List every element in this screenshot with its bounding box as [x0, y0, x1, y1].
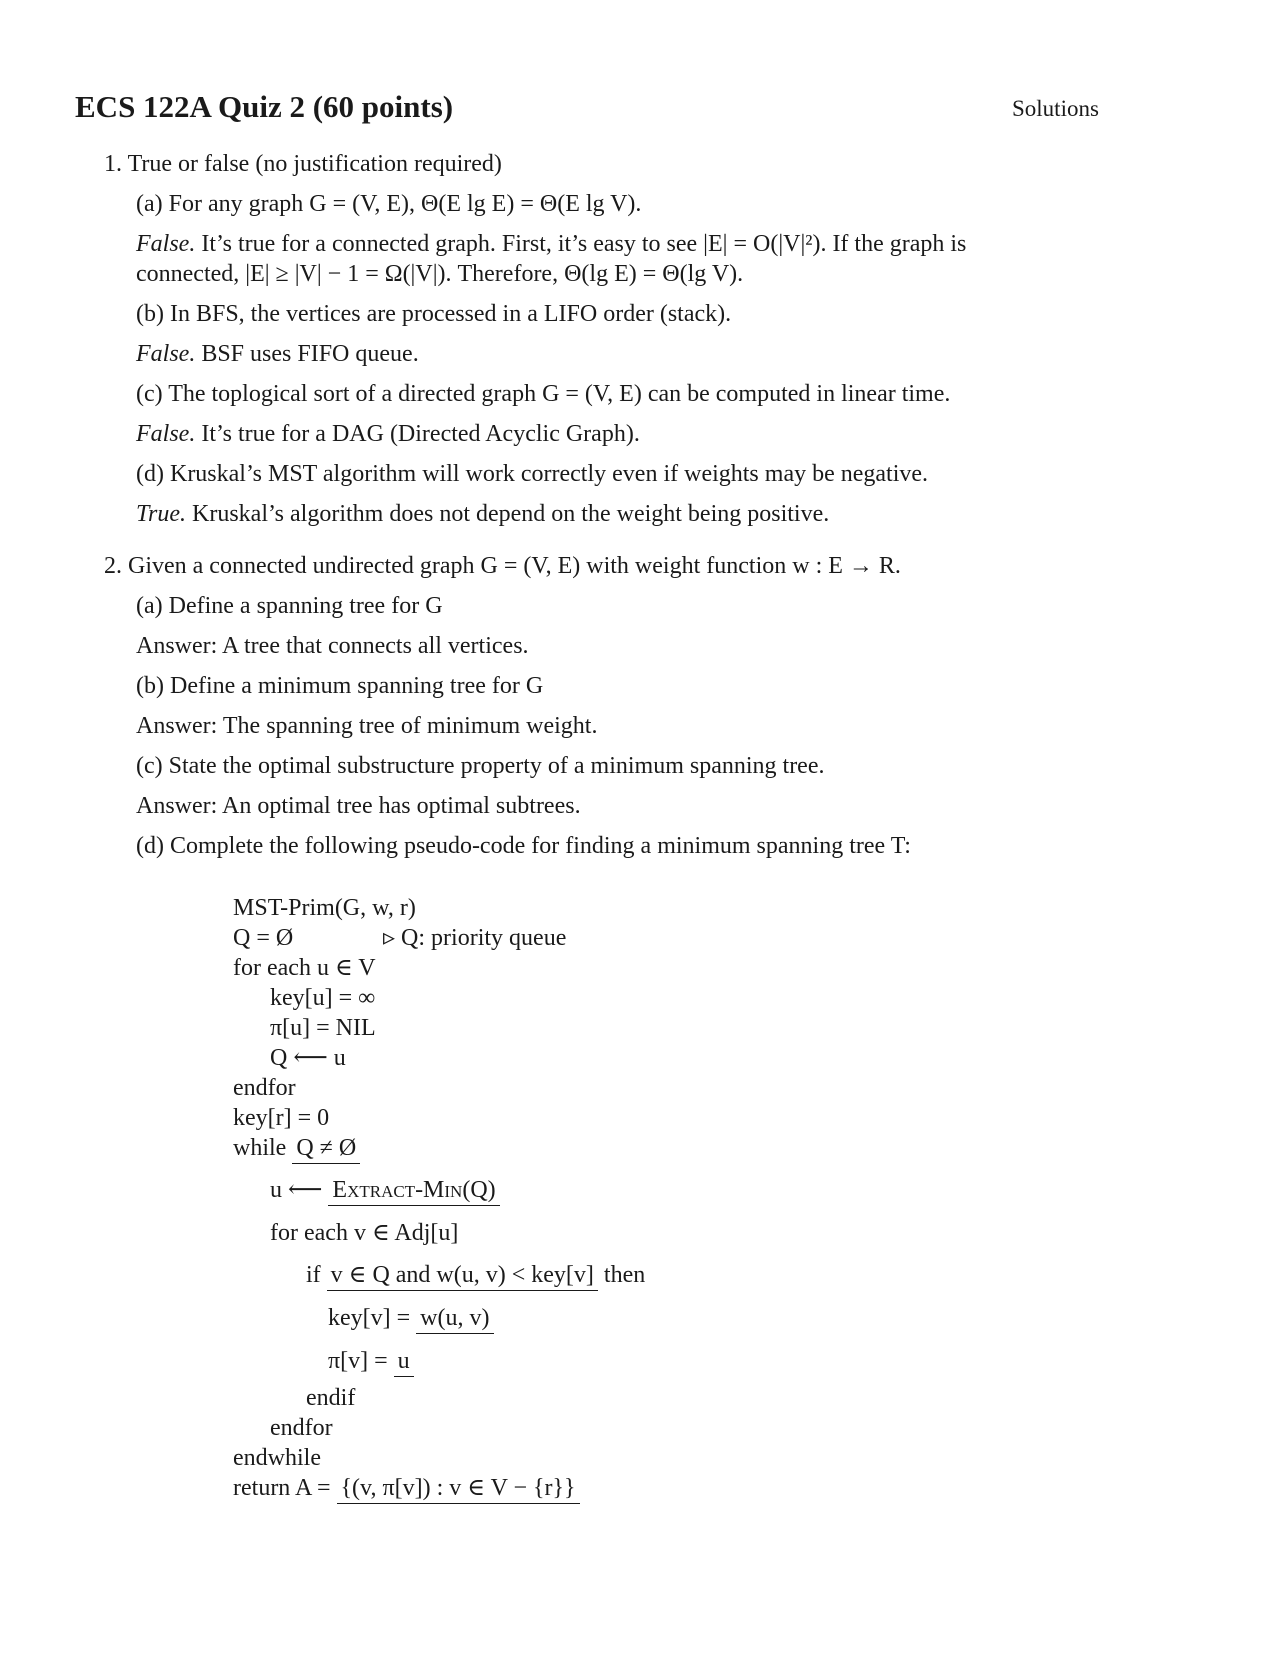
code-if-cond: v ∈ Q and w(u, v) < key[v] — [327, 1262, 598, 1291]
code-extract-line — [270, 1177, 500, 1205]
q2b-question: (b) Define a minimum spanning tree for G — [136, 673, 544, 699]
q1d-question: (d) Kruskal’s MST algorithm will work correctly even if weights may be negative. — [136, 461, 929, 487]
code-init-q: Q = Ø — [233, 925, 294, 951]
q2a-question: (a) Define a spanning tree for G — [136, 593, 443, 619]
code-endfor-1: endfor — [233, 1075, 296, 1101]
code-if-line — [306, 1262, 645, 1290]
code-while-line — [233, 1135, 360, 1163]
code-q-insert: Q ⟵ u — [270, 1045, 346, 1071]
q1a-question: (a) For any graph G = (V, E), Θ(E lg E) = Θ(E lg V). — [136, 191, 642, 217]
q1d-verdict: True. — [136, 501, 187, 527]
code-key-inf: key[u] = ∞ — [270, 985, 376, 1011]
code-extract-min: Extract-Min(Q) — [328, 1177, 499, 1206]
q1b-answer — [136, 341, 419, 369]
q2d-question: (d) Complete the following pseudo-code for finding a minimum spanning tree T: — [136, 833, 911, 859]
q1d-answer — [136, 501, 829, 529]
q1-prompt: 1. True or false (no justification required) — [104, 151, 502, 177]
code-return-line — [233, 1475, 580, 1503]
q1d-answer-text: Kruskal’s algorithm does not depend on the weight being positive. — [192, 501, 830, 527]
code-endif: endif — [306, 1385, 356, 1411]
q1a-answer-line2: connected, |E| ≥ |V| − 1 = Ω(|V|). Therefore, Θ(lg E) = Θ(lg V). — [136, 261, 744, 287]
q1c-question: (c) The toplogical sort of a directed graph G = (V, E) can be computed in linear time. — [136, 381, 951, 407]
code-pi-v-line — [328, 1348, 414, 1376]
code-key-v-line — [328, 1305, 494, 1333]
code-if-kw: if — [306, 1262, 321, 1288]
q1a-verdict: False. — [136, 231, 196, 257]
q1c-answer — [136, 421, 640, 449]
code-key-v-lhs: key[v] = — [328, 1305, 411, 1331]
q1b-answer-text: BSF uses FIFO queue. — [201, 341, 419, 367]
code-for-adj: for each v ∈ Adj[u] — [270, 1220, 459, 1246]
code-return-val: {(v, π[v]) : v ∈ V − {r}} — [337, 1475, 580, 1504]
page-title: ECS 122A Quiz 2 (60 points) — [75, 89, 454, 124]
q1c-answer-text: It’s true for a DAG (Directed Acyclic Graph). — [201, 421, 640, 447]
code-key-v-rhs: w(u, v) — [416, 1305, 493, 1334]
code-pi-v-rhs: u — [394, 1348, 414, 1377]
code-u-assign: u ⟵ — [270, 1177, 323, 1203]
q2c-question: (c) State the optimal substructure property of a minimum spanning tree. — [136, 753, 825, 779]
code-for-each: for each u ∈ V — [233, 955, 376, 981]
q2b-answer: Answer: The spanning tree of minimum weight. — [136, 713, 598, 739]
solutions-label: Solutions — [1012, 96, 1099, 121]
code-then-kw: then — [603, 1262, 646, 1288]
code-endwhile: endwhile — [233, 1445, 321, 1471]
q1a-answer-text1: It’s true for a connected graph. First, it’s easy to see |E| = O(|V|²). If the graph is — [201, 231, 967, 257]
code-key-r: key[r] = 0 — [233, 1105, 330, 1131]
code-return-kw: return A = — [233, 1475, 331, 1501]
code-header: MST-Prim(G, w, r) — [233, 895, 416, 921]
code-while-cond: Q ≠ Ø — [292, 1135, 360, 1164]
code-endfor-2: endfor — [270, 1415, 333, 1441]
code-init-q-comment: ▹ Q: priority queue — [383, 925, 567, 951]
q1b-verdict: False. — [136, 341, 196, 367]
q2a-answer: Answer: A tree that connects all vertices. — [136, 633, 529, 659]
q1a-answer-line1 — [136, 231, 966, 259]
q2c-answer: Answer: An optimal tree has optimal subtrees. — [136, 793, 581, 819]
q1b-question: (b) In BFS, the vertices are processed in a LIFO order (stack). — [136, 301, 732, 327]
code-pi-v-lhs: π[v] = — [328, 1348, 388, 1374]
code-pi-nil: π[u] = NIL — [270, 1015, 376, 1041]
q2-prompt: 2. Given a connected undirected graph G = (V, E) with weight function w : E → R. — [104, 553, 901, 579]
q1c-verdict: False. — [136, 421, 196, 447]
code-while-kw: while — [233, 1135, 287, 1161]
